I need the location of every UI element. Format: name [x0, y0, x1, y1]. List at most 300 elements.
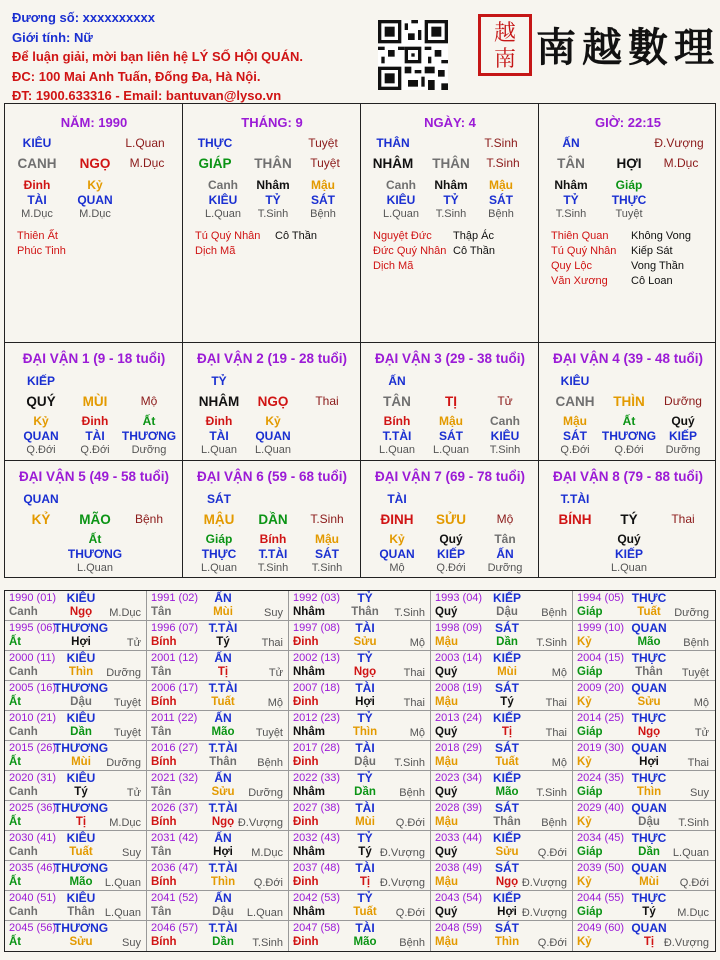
hidden-stem-2: T.Sinh — [555, 208, 587, 220]
year-branch: Mão — [353, 936, 377, 948]
year-cell[interactable] — [431, 921, 573, 951]
dai-van-hidden-1: TÀI — [209, 429, 229, 443]
year-cell[interactable] — [431, 591, 573, 621]
year-stem-god: KIÊU — [66, 591, 96, 605]
year-branch: Ngọ — [353, 666, 377, 678]
year-branch: Dậu — [638, 816, 660, 828]
year-stage: T.Sinh — [394, 757, 425, 769]
year-stage: Q.Đới — [537, 847, 567, 859]
dai-van-hidden-2: L.Quan — [254, 444, 292, 456]
year-stem: Tân — [151, 786, 172, 798]
dai-van-hidden-2: L.Quan — [200, 444, 238, 456]
year-stage: Mộ — [693, 697, 709, 709]
year-stem-god: TÀI — [355, 681, 375, 695]
year-cell[interactable] — [431, 771, 573, 801]
year-cell[interactable] — [431, 711, 573, 741]
phone-email-line: ĐT: 1900.633316 - Email: bantuvan@lyso.vn — [12, 88, 282, 103]
year-stem: Tân — [151, 726, 172, 738]
year-cell[interactable] — [147, 771, 289, 801]
year-cell[interactable] — [573, 741, 715, 771]
brand-logo-text: 南越數理 — [536, 24, 720, 71]
year-cell[interactable] — [289, 831, 431, 861]
dai-van-hidden-0: Giáp — [205, 532, 233, 546]
year-stage: Đ.Vượng — [521, 907, 567, 919]
year-branch: Tuất — [353, 906, 377, 918]
hidden-stem-2: Bệnh — [488, 208, 514, 220]
year-stage: Thai — [261, 637, 283, 649]
year-stage: Suy — [264, 607, 283, 619]
year-cell[interactable] — [5, 711, 147, 741]
year-cell[interactable] — [147, 591, 289, 621]
year-stage: Q.Đới — [395, 907, 425, 919]
year-label: 2025 (36) — [9, 802, 57, 814]
dai-van-stage: Thai — [671, 512, 695, 526]
year-branch: Dần — [70, 726, 92, 738]
pillar-stage: T.Sinh — [484, 136, 518, 150]
year-branch: Dần — [638, 846, 660, 858]
year-stem-god: TỶ — [357, 831, 373, 845]
year-stem: Ất — [9, 816, 22, 828]
earthly-branch: THÂN — [254, 156, 292, 171]
year-branch: Dần — [496, 636, 518, 648]
dai-van-hidden-0: Quý — [617, 532, 641, 546]
pillar-stage: Tuyệt — [308, 136, 338, 150]
year-label: 2002 (13) — [293, 652, 341, 664]
year-label: 2031 (42) — [151, 832, 199, 844]
year-branch: Tị — [359, 876, 371, 888]
year-cell[interactable] — [431, 861, 573, 891]
year-branch: Dần — [354, 786, 376, 798]
year-cell[interactable] — [289, 651, 431, 681]
year-label: 2000 (11) — [9, 652, 56, 664]
year-label: 2015 (26) — [9, 742, 57, 754]
year-stage: Bệnh — [541, 817, 567, 829]
year-branch: Dậu — [212, 906, 234, 918]
year-cell[interactable] — [573, 711, 715, 741]
year-stem-god: T.TÀI — [208, 741, 238, 755]
symbolic-star: Đức Quý Nhân — [373, 245, 447, 257]
year-branch: Tuất — [69, 846, 93, 858]
year-cell[interactable] — [289, 891, 431, 921]
dai-van-hidden-1: THỰC — [201, 547, 237, 561]
dai-van-1[interactable] — [5, 343, 183, 461]
dai-van-stem: ĐINH — [380, 512, 414, 527]
hidden-stem-0: Đinh — [23, 178, 51, 192]
year-label: 2044 (55) — [577, 892, 625, 904]
dai-van-hidden-2: L.Quan — [610, 562, 648, 574]
year-branch: Hợi — [355, 696, 375, 708]
year-cell[interactable] — [289, 711, 431, 741]
symbolic-star: Vong Thần — [631, 260, 685, 272]
dai-van-hidden-1: KIẾP — [668, 429, 698, 443]
dai-van-stem-god: KIẾP — [26, 374, 56, 388]
year-branch: Hợi — [639, 756, 659, 768]
year-cell[interactable] — [5, 591, 147, 621]
dai-van-stem: BÍNH — [558, 512, 592, 527]
dai-van-hidden-2: T.Sinh — [257, 562, 289, 574]
year-stage: T.Sinh — [678, 817, 709, 829]
dai-van-hidden-2: L.Quan — [378, 444, 416, 456]
year-cell[interactable] — [573, 681, 715, 711]
year-stem-god: THỰC — [631, 771, 667, 785]
hidden-stem-2: T.Sinh — [257, 208, 289, 220]
year-stem: Giáp — [577, 666, 603, 678]
year-label: 2024 (35) — [577, 772, 625, 784]
year-stem: Đinh — [293, 936, 319, 948]
year-label: 2016 (27) — [151, 742, 199, 754]
pillar-stage: L.Quan — [125, 136, 165, 150]
year-stem: Tân — [151, 906, 172, 918]
seal-char-bottom: 南 — [493, 47, 516, 72]
year-stem: Đinh — [293, 696, 319, 708]
year-branch: Mùi — [639, 876, 659, 888]
year-stage: Tuyệt — [113, 727, 141, 739]
year-cell[interactable] — [289, 741, 431, 771]
hidden-stem-1: SÁT — [489, 193, 513, 207]
symbolic-star: Không Vong — [631, 230, 691, 242]
year-branch: Tị — [643, 936, 655, 948]
symbolic-star: Tú Quý Nhân — [551, 245, 617, 257]
year-stem-god: T.TÀI — [208, 861, 238, 875]
dai-van-title: ĐẠI VẬN 7 (69 - 78 tuổi) — [374, 469, 526, 484]
year-stage: L.Quan — [672, 847, 709, 859]
year-cell[interactable] — [5, 831, 147, 861]
dai-van-hidden-2: Q.Đới — [436, 562, 466, 574]
dai-van-8[interactable] — [539, 461, 715, 578]
year-label: 2033 (44) — [435, 832, 483, 844]
year-cell[interactable] — [431, 831, 573, 861]
year-stage: Suy — [122, 847, 141, 859]
heavenly-stem: NHÂM — [372, 156, 414, 171]
dai-van-5[interactable] — [5, 461, 183, 578]
year-stem-god: THỰC — [631, 891, 667, 905]
year-stem: Mậu — [435, 816, 458, 828]
year-label: 2010 (21) — [9, 712, 57, 724]
year-stage: T.Sinh — [536, 787, 567, 799]
year-stem-god: THỰC — [631, 711, 667, 725]
dai-van-hidden-1: THƯƠNG — [121, 429, 177, 443]
dai-van-2[interactable] — [183, 343, 361, 461]
year-cell[interactable] — [147, 621, 289, 651]
year-branch: Dần — [212, 936, 234, 948]
year-stem-god: THỰC — [631, 831, 667, 845]
year-label: 2017 (28) — [293, 742, 341, 754]
symbolic-star: Thập Ác — [453, 230, 494, 242]
dai-van-hidden-1: KIÊU — [490, 429, 520, 443]
qr-code-icon[interactable] — [378, 20, 448, 90]
year-stem-god: ẤN — [214, 771, 232, 785]
year-stem-god: THƯƠNG — [53, 741, 109, 755]
year-label: 2012 (23) — [293, 712, 341, 724]
pillar-title: GIỜ: 22:15 — [594, 115, 662, 130]
year-label: 2027 (38) — [293, 802, 341, 814]
year-cell[interactable] — [147, 891, 289, 921]
earthly-branch: NGỌ — [79, 156, 111, 171]
year-cell[interactable] — [573, 651, 715, 681]
year-label: 2032 (43) — [293, 832, 341, 844]
year-stem: Canh — [9, 906, 38, 918]
dai-van-hidden-0: Mậu — [315, 532, 339, 546]
year-label: 1993 (04) — [435, 592, 483, 604]
year-cell[interactable] — [5, 861, 147, 891]
year-stem: Bính — [151, 636, 177, 648]
year-label: 2018 (29) — [435, 742, 483, 754]
year-cell[interactable] — [573, 621, 715, 651]
dai-van-hidden-2: Q.Đới — [560, 444, 590, 456]
year-branch: Thân — [635, 666, 663, 678]
year-stage: Dưỡng — [674, 607, 709, 619]
year-stem-god: ẤN — [214, 831, 232, 845]
year-stem: Mậu — [435, 876, 458, 888]
year-stage: Tử — [268, 667, 283, 679]
year-stem-god: KIÊU — [66, 891, 96, 905]
hidden-stem-1: SÁT — [311, 193, 335, 207]
year-stage: L.Quan — [104, 877, 141, 889]
year-cell[interactable] — [431, 741, 573, 771]
hidden-stem-1: KIÊU — [386, 193, 416, 207]
year-cell[interactable] — [573, 831, 715, 861]
year-stage: Thai — [403, 667, 425, 679]
year-stem: Canh — [9, 786, 38, 798]
year-cell[interactable] — [431, 891, 573, 921]
year-cell[interactable] — [147, 741, 289, 771]
year-cell[interactable] — [5, 891, 147, 921]
year-label: 2020 (31) — [9, 772, 57, 784]
dai-van-hidden-1: ẤN — [496, 547, 514, 561]
year-cell[interactable] — [289, 681, 431, 711]
hidden-stem-1: TỶ — [563, 193, 579, 207]
year-cell[interactable] — [573, 801, 715, 831]
address-line: ĐC: 100 Mai Anh Tuấn, Đống Đa, Hà Nội. — [12, 68, 261, 84]
dai-van-hidden-2: T.Sinh — [489, 444, 521, 456]
year-label: 2026 (37) — [151, 802, 199, 814]
year-stem: Tân — [151, 606, 172, 618]
year-cell[interactable] — [431, 651, 573, 681]
year-cell[interactable] — [573, 861, 715, 891]
year-label: 2003 (14) — [435, 652, 483, 664]
hidden-stem-0: Nhâm — [434, 178, 468, 192]
year-stem: Canh — [9, 666, 38, 678]
year-stage: Suy — [122, 937, 141, 949]
year-label: 2038 (49) — [435, 862, 483, 874]
year-label: 1994 (05) — [577, 592, 625, 604]
year-stem: Ất — [9, 756, 22, 768]
dai-van-stem: MẬU — [203, 512, 235, 527]
year-cell[interactable] — [147, 861, 289, 891]
dai-van-6[interactable] — [183, 461, 361, 578]
dai-van-hidden-1: QUAN — [379, 547, 415, 561]
year-cell[interactable] — [147, 921, 289, 951]
pillar-4 — [539, 104, 715, 343]
year-label: 2007 (18) — [293, 682, 341, 694]
year-stem-god: KIẾP — [492, 891, 522, 905]
year-branch: Thìn — [636, 786, 662, 798]
year-stage: L.Quan — [104, 907, 141, 919]
hidden-stem-0: Mậu — [489, 178, 513, 192]
heavenly-stem: GIÁP — [198, 156, 232, 171]
hidden-stem-1: TỶ — [443, 193, 459, 207]
year-cell[interactable] — [5, 651, 147, 681]
year-cell[interactable] — [573, 921, 715, 951]
year-stage: Tuyệt — [255, 727, 283, 739]
year-cell[interactable] — [289, 621, 431, 651]
dai-van-hidden-0: Bính — [383, 414, 411, 428]
year-stem-god: ẤN — [214, 711, 232, 725]
year-stem-god: KIÊU — [66, 831, 96, 845]
year-stem-god: THƯƠNG — [53, 681, 109, 695]
year-label: 1992 (03) — [293, 592, 341, 604]
year-stem: Canh — [9, 606, 38, 618]
year-cell[interactable] — [147, 831, 289, 861]
year-label: 2042 (53) — [293, 892, 341, 904]
hidden-stem-2: Bệnh — [310, 208, 336, 220]
year-stem: Giáp — [577, 846, 603, 858]
year-branch: Tý — [74, 786, 88, 798]
dai-van-7[interactable] — [361, 461, 539, 578]
heavenly-stem: CANH — [17, 156, 57, 171]
year-branch: Thân — [493, 816, 521, 828]
dai-van-hidden-1: T.TÀI — [382, 429, 412, 443]
year-stem: Mậu — [435, 696, 458, 708]
year-stem: Ất — [9, 936, 22, 948]
year-stem-god: SÁT — [495, 801, 519, 815]
hidden-stem-0: Canh — [208, 178, 238, 192]
header-info — [12, 8, 372, 106]
heavenly-stem: TÂN — [557, 156, 585, 171]
year-stage: Mộ — [267, 697, 283, 709]
dai-van-hidden-0: Kỷ — [389, 532, 405, 546]
year-cell[interactable] — [147, 651, 289, 681]
year-cell[interactable] — [289, 591, 431, 621]
year-stage: Tử — [126, 787, 141, 799]
year-stem: Bính — [151, 756, 177, 768]
dai-van-branch: SỬU — [436, 512, 466, 527]
pillar-stem-god: KIÊU — [22, 136, 52, 150]
year-label: 1996 (07) — [151, 622, 199, 634]
hidden-stem-0: Nhâm — [554, 178, 588, 192]
hidden-stem-0: Mậu — [311, 178, 335, 192]
year-branch: Tý — [642, 906, 656, 918]
pillar-title: NĂM: 1990 — [60, 115, 128, 130]
year-stem-god: SÁT — [495, 921, 519, 935]
year-stem: Mậu — [435, 936, 458, 948]
dai-van-stem-god: ẤN — [388, 374, 406, 388]
dai-van-hidden-0: Bính — [259, 532, 287, 546]
year-stage: Q.Đới — [679, 877, 709, 889]
year-stem-god: KIẾP — [492, 711, 522, 725]
year-stem: Quý — [435, 726, 458, 738]
annual-luck-table — [4, 590, 716, 952]
year-stage: Tử — [694, 727, 709, 739]
year-cell[interactable] — [5, 621, 147, 651]
symbolic-star: Dịch Mã — [195, 245, 236, 257]
year-stem-god: T.TÀI — [208, 621, 238, 635]
hidden-stem-2: Tuyệt — [615, 208, 643, 220]
symbolic-star: Quy Lộc — [551, 260, 592, 272]
branch-stage: M.Dục — [129, 156, 165, 170]
dai-van-hidden-2: Dưỡng — [131, 444, 167, 456]
year-branch: Tị — [217, 666, 229, 678]
year-stem-god: QUAN — [631, 921, 667, 935]
year-cell[interactable] — [431, 681, 573, 711]
year-stem-god: SÁT — [495, 741, 519, 755]
dai-van-branch: NGỌ — [257, 394, 289, 409]
dai-van-hidden-1: THƯƠNG — [67, 547, 123, 561]
hidden-stem-0: Kỷ — [87, 178, 103, 192]
year-cell[interactable] — [147, 681, 289, 711]
contact-note: Để luận giải, mời bạn liên hệ LÝ SỐ HỘI QUÁN. — [12, 49, 303, 64]
year-cell[interactable] — [289, 861, 431, 891]
year-stage: Suy — [690, 787, 709, 799]
dai-van-branch: TỊ — [445, 394, 457, 409]
year-cell[interactable] — [5, 921, 147, 951]
dai-van-stage: Thai — [315, 394, 339, 408]
year-branch: Mão — [211, 726, 235, 738]
year-cell[interactable] — [147, 711, 289, 741]
dai-van-4[interactable] — [539, 343, 715, 461]
dai-van-hidden-0: Quý — [671, 414, 695, 428]
year-cell[interactable] — [289, 921, 431, 951]
dai-van-3[interactable] — [361, 343, 539, 461]
year-cell[interactable] — [5, 741, 147, 771]
dai-van-hidden-0: Đinh — [81, 414, 109, 428]
year-label: 2037 (48) — [293, 862, 341, 874]
year-stem: Nhâm — [293, 786, 325, 798]
year-stage: Thai — [687, 757, 709, 769]
year-label: 2035 (46) — [9, 862, 57, 874]
dai-van-hidden-1: SÁT — [315, 547, 339, 561]
year-cell[interactable] — [573, 891, 715, 921]
year-stem-god: TỶ — [357, 771, 373, 785]
year-stage: Đ.Vượng — [379, 877, 425, 889]
year-cell[interactable] — [289, 771, 431, 801]
year-cell[interactable] — [289, 801, 431, 831]
year-stage: M.Dục — [109, 817, 141, 829]
year-cell[interactable] — [5, 801, 147, 831]
year-stage: T.Sinh — [536, 637, 567, 649]
year-branch: Tuất — [211, 696, 235, 708]
year-label: 2048 (59) — [435, 922, 483, 934]
year-cell[interactable] — [147, 801, 289, 831]
year-cell[interactable] — [431, 801, 573, 831]
year-stem-god: T.TÀI — [208, 681, 238, 695]
year-branch: Sửu — [211, 786, 235, 798]
year-label: 2046 (57) — [151, 922, 199, 934]
year-stem-god: KIÊU — [66, 651, 96, 665]
year-stage: Tử — [126, 637, 141, 649]
year-cell[interactable] — [573, 591, 715, 621]
year-cell[interactable] — [5, 681, 147, 711]
pillar-3 — [361, 104, 539, 343]
year-stage: Đ.Vượng — [237, 817, 283, 829]
year-cell[interactable] — [573, 771, 715, 801]
dai-van-hidden-0: Ất — [88, 532, 102, 546]
dai-van-stage: Dưỡng — [664, 394, 702, 408]
year-cell[interactable] — [5, 771, 147, 801]
year-stage: Bệnh — [399, 937, 425, 949]
dai-van-stem: CANH — [555, 394, 595, 409]
year-stem: Bính — [151, 936, 177, 948]
year-stem: Ất — [9, 876, 22, 888]
year-stem: Đinh — [293, 816, 319, 828]
year-stem: Nhâm — [293, 726, 325, 738]
year-stem-god: T.TÀI — [208, 801, 238, 815]
year-cell[interactable] — [431, 621, 573, 651]
year-stem: Bính — [151, 816, 177, 828]
year-stem: Ất — [9, 636, 22, 648]
year-stem: Quý — [435, 786, 458, 798]
year-label: 1991 (02) — [151, 592, 199, 604]
